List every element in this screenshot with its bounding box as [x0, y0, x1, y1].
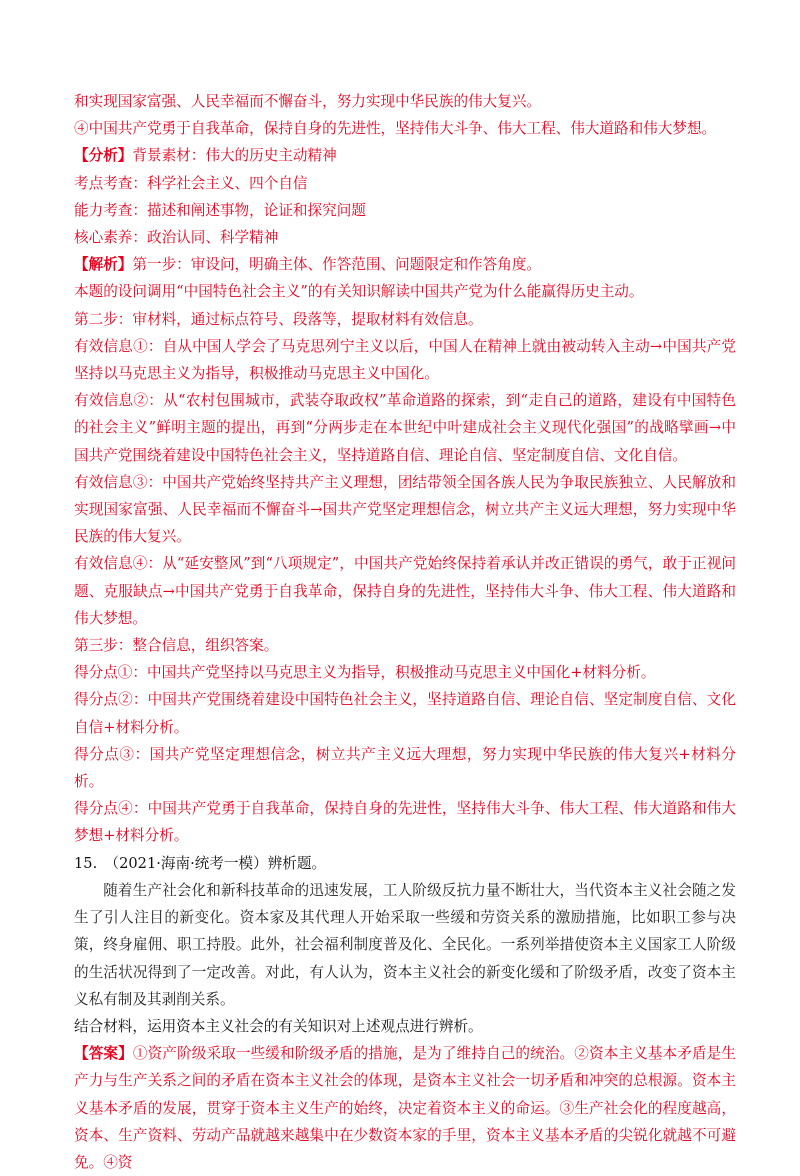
text-line: 本题的设问调用“中国特色社会主义”的有关知识解读中国共产党为什么能赢得历史主动。	[74, 283, 644, 301]
answer-tag: 【答案】	[74, 1045, 133, 1063]
info-paragraph-4: 有效信息④：从“延安整风”到“八项规定”，中国共产党始终保持着承认并改正错误的勇气，敢于正视问题、克服缺点→中国共产党勇于自我革命，保持自身的先进性，坚持伟大斗争、伟大工程、伟大道路和伟大梦想。	[74, 555, 736, 627]
question-15-title: 15. （2021·海南·统考一模）辨析题。	[74, 854, 327, 872]
text-line: 第二步：审材料，通过标点符号、段落等，提取材料有效信息。	[74, 310, 483, 328]
answer-text: ①资产阶级采取一些缓和阶级矛盾的措施，是为了维持自己的统治。②资本主义基本矛盾是生产力与生产关系之间的矛盾在资本主义社会的体现，是资本主义社会一切矛盾和冲突的总根源。资本主义基本矛盾的发展，贯穿于资本主义生产的始终，决定着资本主义的命运。③生产社会化的程度越高，资本、生产资料、劳动产品就越来越集中在少数资本家的手里，资本主义基本矛盾的尖锐化就越不可避免。④资	[74, 1045, 736, 1171]
step-three: 第三步：整合信息，组织答案。	[74, 637, 279, 655]
text-line: 能力考查：描述和阐述事物，论证和探究问题	[74, 201, 366, 219]
text-line: 和实现国家富强、人民幸福而不懈奋斗，努力实现中华民族的伟大复兴。	[74, 93, 542, 110]
score-point-4: 得分点④：中国共产党勇于自我革命，保持自身的先进性，坚持伟大斗争、伟大工程、伟大道路和伟大梦想+材料分析。	[74, 800, 736, 845]
explanation-text: 第一步：审设问，明确主体、作答范围、问题限定和作答角度。	[132, 256, 542, 274]
analysis-heading	[74, 142, 736, 169]
score-point-2: 得分点②：中国共产党围绕着建设中国特色社会主义，坚持道路自信、理论自信、坚定制度自信、文化自信+材料分析。	[74, 691, 736, 736]
info-paragraph-1: 有效信息①：自从中国人学会了马克思列宁主义以后，中国人在精神上就由被动转入主动→中国共产党坚持以马克思主义为指导，积极推动马克思主义中国化。	[74, 337, 736, 383]
answer-paragraph	[74, 1040, 736, 1176]
text-line: 核心素养：政治认同、科学精神	[74, 229, 279, 247]
info-paragraph-3: 有效信息③：中国共产党始终坚持共产主义理想，团结带领全国各族人民为争取民族独立、人民解放和实现国家富强、人民幸福而不懈奋斗→国共产党坚定理想信念，树立共产主义远大理想，努力实现中华民族的伟大复兴。	[74, 473, 736, 546]
score-point-3: 得分点③：国共产党坚定理想信念，树立共产主义远大理想，努力实现中华民族的伟大复兴+材料分析。	[74, 745, 736, 791]
score-point-1: 得分点①：中国共产党坚持以马克思主义为指导，积极推动马克思主义中国化+材料分析。	[74, 664, 656, 682]
text-line: 考点考查：科学社会主义、四个自信	[74, 174, 308, 192]
analysis-text: 背景素材：伟大的历史主动精神	[132, 147, 337, 165]
explanation-tag: 【解析】	[74, 256, 133, 274]
info-paragraph-2: 有效信息②：从“农村包围城市，武装夺取政权”革命道路的探索，到“走自己的道路，建设有中国特色的社会主义”鲜明主题的提出，再到“分两步走在本世纪中叶建成社会主义现代化强国”的战略擘画→中国共产党围绕着建设中国特色社会主义，坚持道路自信、理论自信、坚定制度自信、文化自信。	[74, 392, 736, 464]
document-page	[74, 88, 736, 1176]
question-prompt: 结合材料，运用资本主义社会的有关知识对上述观点进行辨析。	[74, 1017, 483, 1035]
question-material: 随着生产社会化和新科技革命的迅速发展，工人阶级反抗力量不断壮大，当代资本主义社会随之发生了引人注目的新变化。资本家及其代理人开始采取一些缓和劳资关系的激励措施，比如职工参与决策，终身雇佣、职工持股。此外，社会福利制度普及化、全民化。一系列举措使资本主义国家工人阶级的生活状况得到了一定改善。对此，有人认为，资本主义社会的新变化缓和了阶级矛盾，改变了资本主义私有制及其剥削关系。	[74, 881, 736, 1008]
analysis-tag: 【分析】	[74, 147, 133, 165]
explanation-heading	[74, 251, 736, 278]
text-line: ④中国共产党勇于自我革命，保持自身的先进性，坚持伟大斗争、伟大工程、伟大道路和伟大梦想。	[74, 120, 717, 138]
